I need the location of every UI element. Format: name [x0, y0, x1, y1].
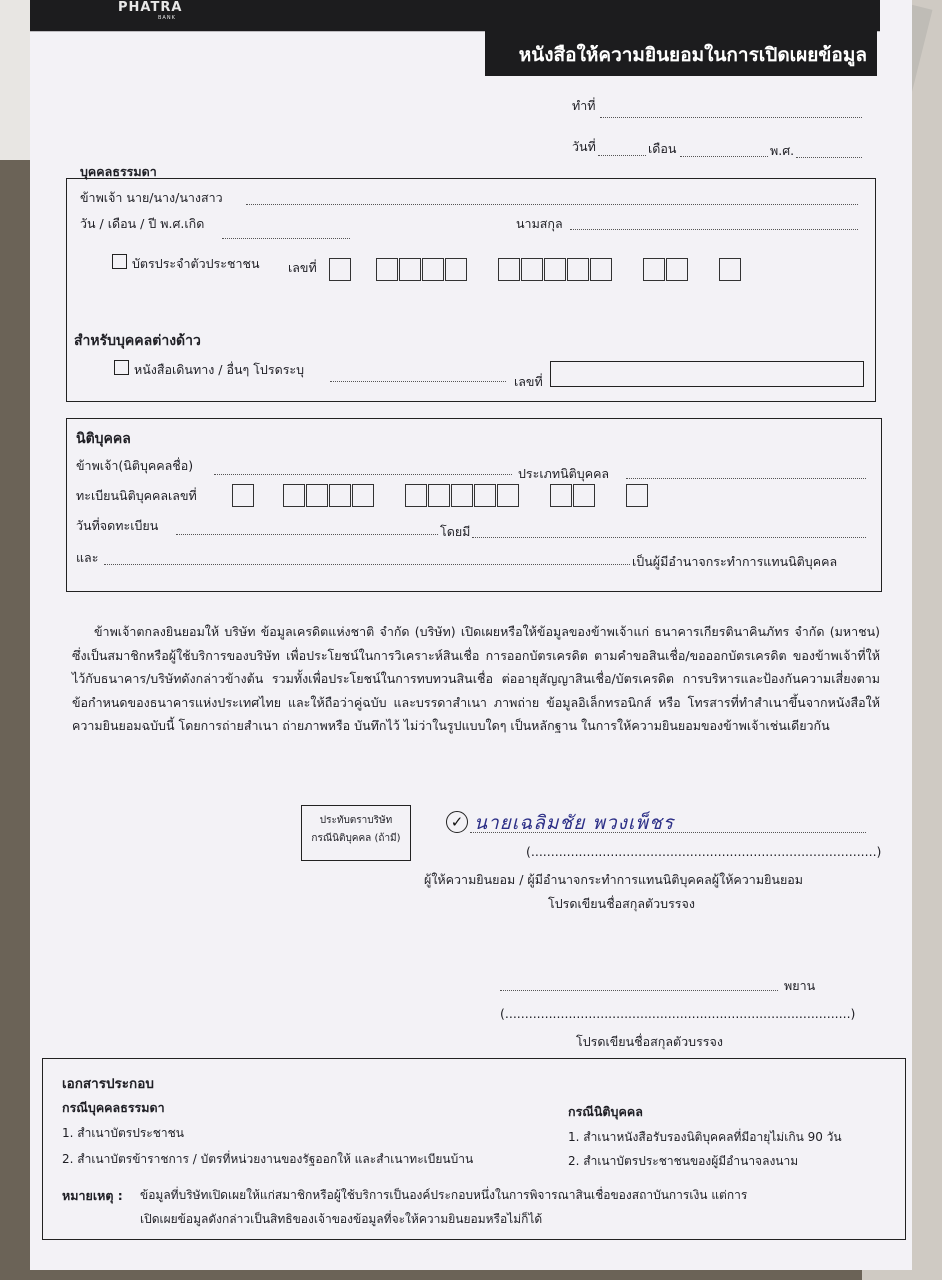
remark-line-2: เปิดเผยข้อมูลดังกล่าวเป็นสิทธิของเจ้าของข้อมูลที่จะให้ความยินยอมหรือไม่ก็ได้: [140, 1212, 543, 1226]
juristic-type-label: ประเภทนิติบุคคล: [518, 466, 610, 481]
reg-date-label: วันที่จดทะเบียน: [76, 518, 159, 533]
digit-box[interactable]: [474, 484, 496, 507]
passport-checkbox[interactable]: [114, 360, 129, 375]
dob-field[interactable]: [222, 238, 350, 239]
year-label: พ.ศ.: [770, 143, 795, 158]
date-field[interactable]: [598, 155, 646, 156]
company-seal-box[interactable]: ประทับตราบริษัท กรณีนิติบุคคล (ถ้ามี): [301, 805, 411, 861]
juristic-doc-item: 1. สำเนาหนังสือรับรองนิติบุคคลที่มีอายุไม่เกิน 90 วัน: [568, 1130, 842, 1144]
digit-box[interactable]: [498, 258, 520, 281]
individual-docs-heading: กรณีบุคคลธรรมดา: [62, 1100, 165, 1115]
digit-box[interactable]: [329, 258, 351, 281]
digit-box[interactable]: [422, 258, 444, 281]
signature: นายเฉลิมชัย พวงเพ็ชร: [474, 812, 675, 834]
digit-box[interactable]: [232, 484, 254, 507]
witness-name-paren[interactable]: (.......................................................................................): [500, 1006, 856, 1021]
witness-label: พยาน: [784, 978, 816, 993]
month-label: เดือน: [648, 141, 677, 156]
digit-box[interactable]: [352, 484, 374, 507]
digit-box[interactable]: [719, 258, 741, 281]
digit-box[interactable]: [445, 258, 467, 281]
juristic-type-field[interactable]: [626, 478, 866, 479]
digit-box[interactable]: [550, 484, 572, 507]
signer-role-label: ผู้ให้ความยินยอม / ผู้มีอำนาจกระทำการแทนนิติบุคคลผู้ให้ความยินยอม: [424, 872, 804, 887]
reg-date-field[interactable]: [176, 534, 438, 535]
digit-box[interactable]: [666, 258, 688, 281]
individual-doc-item: 2. สำเนาบัตรข้าราชการ / บัตรที่หน่วยงานของรัฐออกให้ และสำเนาทะเบียนบ้าน: [62, 1152, 474, 1166]
juristic-doc-item: 2. สำเนาบัตรประชาชนของผู้มีอำนาจลงนาม: [568, 1154, 799, 1168]
and-field[interactable]: [104, 564, 630, 565]
digit-box[interactable]: [544, 258, 566, 281]
check-mark-icon: ✓: [446, 811, 468, 833]
signature-line[interactable]: [470, 832, 866, 833]
year-field[interactable]: [796, 157, 862, 158]
digit-box[interactable]: [428, 484, 450, 507]
print-name-note: โปรดเขียนชื่อสกุลตัวบรรจง: [548, 896, 695, 911]
individual-heading: บุคคลธรรมดา: [80, 164, 157, 179]
digit-box[interactable]: [451, 484, 473, 507]
digit-box[interactable]: [573, 484, 595, 507]
digit-box[interactable]: [306, 484, 328, 507]
written-at-label: ทำที่: [572, 98, 596, 113]
juristic-name-label: ข้าพเจ้า(นิติบุคคลชื่อ): [76, 458, 194, 473]
dob-label: วัน / เดือน / ปี พ.ศ.เกิด: [80, 216, 205, 231]
digit-box[interactable]: [405, 484, 427, 507]
digit-box[interactable]: [399, 258, 421, 281]
digit-box[interactable]: [590, 258, 612, 281]
remark-line-1: ข้อมูลที่บริษัทเปิดเผยให้แก่สมาชิกหรือผู้ใช้บริการเป็นองค์ประกอบหนึ่งในการพิจารณาสินเชื่อของสถาบันการเงิน แต่การ: [140, 1188, 748, 1202]
attachments-heading: เอกสารประกอบ: [62, 1076, 154, 1092]
digit-box[interactable]: [567, 258, 589, 281]
digit-box[interactable]: [329, 484, 351, 507]
juristic-docs-heading: กรณีนิติบุคคล: [568, 1104, 643, 1119]
bank-logo: PHATRA BANK: [118, 0, 183, 21]
witness-print-note: โปรดเขียนชื่อสกุลตัวบรรจง: [576, 1034, 723, 1049]
remark-label: หมายเหตุ :: [62, 1188, 123, 1203]
authorized-label: เป็นผู้มีอำนาจกระทำการแทนนิติบุคคล: [632, 554, 838, 569]
written-at-field[interactable]: [600, 117, 862, 118]
passport-type-field[interactable]: [330, 381, 506, 382]
name-field[interactable]: [246, 204, 858, 205]
form-title: หนังสือให้ความยินยอมในการเปิดเผยข้อมูล: [518, 44, 867, 66]
passport-number-field[interactable]: [550, 361, 864, 387]
signer-name-paren[interactable]: (.......................................................................................): [526, 844, 882, 859]
juristic-heading: นิติบุคคล: [76, 431, 131, 447]
foreign-heading: สำหรับบุคคลต่างด้าว: [74, 333, 201, 349]
individual-doc-item: 1. สำเนาบัตรประชาชน: [62, 1126, 184, 1140]
juristic-name-field[interactable]: [214, 474, 512, 475]
surname-label: นามสกุล: [516, 216, 563, 231]
id-number-label: เลขที่: [288, 260, 317, 275]
id-card-label: บัตรประจำตัวประชาชน: [132, 256, 260, 271]
digit-box[interactable]: [521, 258, 543, 281]
passport-number-label: เลขที่: [514, 374, 543, 389]
title-band: [485, 30, 877, 76]
month-field[interactable]: [680, 156, 768, 157]
witness-signature-line[interactable]: [500, 990, 778, 991]
digit-box[interactable]: [643, 258, 665, 281]
digit-box[interactable]: [376, 258, 398, 281]
id-card-checkbox[interactable]: [112, 254, 127, 269]
reg-number-label: ทะเบียนนิติบุคคลเลขที่: [76, 488, 197, 503]
digit-box[interactable]: [626, 484, 648, 507]
passport-label: หนังสือเดินทาง / อื่นๆ โปรดระบุ: [134, 362, 305, 377]
digit-box[interactable]: [497, 484, 519, 507]
digit-box[interactable]: [283, 484, 305, 507]
date-label: วันที่: [572, 139, 596, 154]
name-label: ข้าพเจ้า นาย/นาง/นางสาว: [80, 190, 223, 205]
by-field[interactable]: [472, 537, 866, 538]
surname-field[interactable]: [570, 229, 858, 230]
by-label: โดยมี: [440, 524, 471, 539]
consent-paragraph: ข้าพเจ้าตกลงยินยอมให้ บริษัท ข้อมูลเครดิตแห่งชาติ จำกัด (บริษัท) เปิดเผยหรือให้ข้อมูลของข้าพเจ้าแก่ ธนาคารเกียรตินาคินภัทร จำกัด (มหาชน) ซึ่งเป็นสมาชิกหรือผู้ใช้บริการของบริษัท เพื่อประโยชน์ในการวิเคราะห์สินเชื่อ การออกบัตรเครดิต ตามคำขอสินเชื่อ/ขอออกบัตรเครดิต ของข้าพเจ้าที่ให้ไว้กับธนาคาร/บริษัทดังกล่าวข้างต้น รวมทั้งเพื่อประโยชน์ในการทบทวนสินเชื่อ ต่ออายุสัญญาสินเชื่อ/บัตรเครดิต การบริหารและป้องกันความเสี่ยงตามข้อกำหนดของธนาคารแห่งประเทศไทย และให้ถือว่าคู่ฉบับ และบรรดาสำเนา ภาพถ่าย ข้อมูลอิเล็กทรอนิกส์ หรือ โทรสารที่ทำสำเนาขึ้นจากหนังสือให้ความยินยอมฉบับนี้ โดยการถ่ายสำเนา ถ่ายภาพหรือ บันทึกไว้ ไม่ว่าในรูปแบบใดๆ เป็นหลักฐาน ในการให้ความยินยอมของข้าพเจ้าเช่นเดียวกัน: [72, 624, 880, 733]
and-label: และ: [76, 550, 99, 565]
